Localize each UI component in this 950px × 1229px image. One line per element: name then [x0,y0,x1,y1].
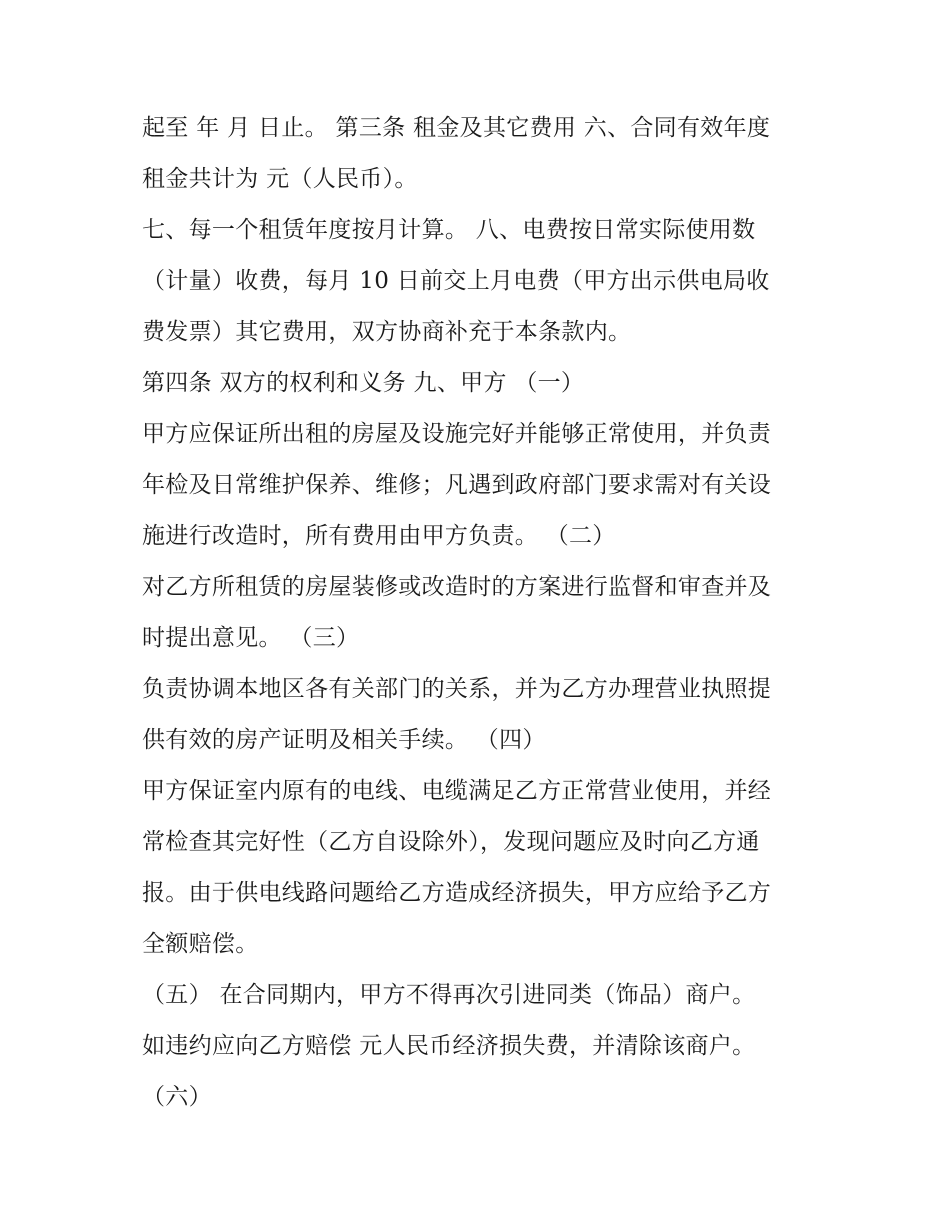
text-line: 施进行改造时，所有费用由甲方负责。 （二） [142,523,616,549]
text-line: 对乙方所租赁的房屋装修或改造时的方案进行监督和审查并及 [142,574,772,600]
text-line: 租金共计为 元（人民币）。 [142,166,418,192]
text-line: 常检查其完好性（乙方自设除外），发现问题应及时向乙方通 [142,829,760,855]
text-line: 年检及日常维护保养、维修；凡遇到政府部门要求需对有关设 [142,472,772,498]
text-line: 报。由于供电线路问题给乙方造成经济损失，甲方应给予乙方 [142,880,772,906]
text-line: （五） 在合同期内，甲方不得再次引进同类（饰品）商户。 [142,982,756,1008]
text-line: 负责协调本地区各有关部门的关系，并为乙方办理营业执照提 [142,676,772,702]
text-line: 七、每一个租赁年度按月计算。 八、电费按日常实际使用数 [142,217,756,243]
text-line: 甲方保证室内原有的电线、电缆满足乙方正常营业使用，并经 [142,778,772,804]
text-line: 供有效的房产证明及相关手续。 （四） [142,727,546,753]
text-line: 全额赔偿。 [142,931,259,957]
text-line: （六） [142,1084,212,1110]
text-line: 费发票）其它费用，双方协商补充于本条款内。 [142,319,632,345]
text-line: 起至 年 月 日止。 第三条 租金及其它费用 六、合同有效年度 [142,115,771,141]
text-line: 时提出意见。 （三） [142,625,360,651]
text-line: 甲方应保证所出租的房屋及设施完好并能够正常使用，并负责 [142,421,772,447]
text-line: 第四条 双方的权利和义务 九、甲方 （一） [142,370,585,396]
text-line: 如违约应向乙方赔偿 元人民币经济损失费，并清除该商户。 [142,1033,756,1059]
text-line: （计量）收费，每月 10 日前交上月电费（甲方出示供电局收 [142,268,770,294]
